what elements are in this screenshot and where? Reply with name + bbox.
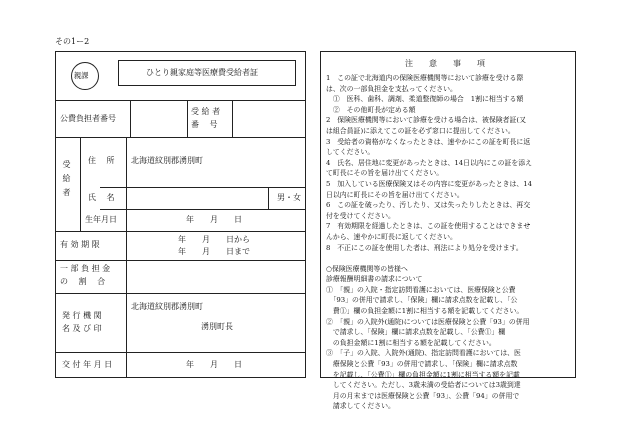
note-line: 4 氏名、居住地に変更があったときは、14日以内にこの証を添え	[326, 158, 533, 167]
copay-label-1: 一 部 負 担 金	[60, 264, 111, 273]
note-line: してください。ただし、3歳未満の受給者については3歳到達	[326, 381, 521, 390]
note-line: 「93」の併用で請求し、「保険」欄に請求点数を記載し、「公	[326, 296, 518, 305]
name-label: 氏 名	[88, 193, 115, 202]
note-line: んから、速やかに町長に返してください。	[326, 232, 457, 241]
note-line: 2 保険医療機関等において診療を受ける場合は、被保険者証(又	[326, 116, 527, 125]
recipient-label-1: 受 給 者	[191, 107, 221, 116]
certificate-title: ひとり親家庭等医療費受給者証	[146, 68, 258, 77]
note-line: は、次の一部負担金を支払ってください。	[326, 84, 457, 93]
note-line: 6 この証を破ったり、汚したり、又は失ったりしたときは、再交	[326, 201, 531, 210]
note-line: 療保険と公費「93」の併用で請求し、「保険」欄に請求点数	[326, 360, 518, 369]
note-line: 7 有効期限を経過したときは、この証を使用することはできませ	[326, 222, 531, 231]
address-label: 住 所	[88, 156, 115, 165]
note-line: を記載し、「公費①」欄の負担金額に1割に相当する額を記載	[326, 370, 520, 379]
note-line: 5 加入している医療保険又はその内容に変更があったときは、14	[326, 179, 533, 188]
note-line: 日以内に町長にその旨を届け出てください。	[326, 190, 464, 199]
note-line: 8 不正にこの証を使用した者は、刑法により処分を受けます。	[326, 243, 523, 252]
note-line: ○保険医療機関等の皆様へ	[326, 264, 408, 273]
issuer-value-2: 湧別町長	[201, 322, 233, 331]
notes-heading: 注 意 事 項	[405, 59, 485, 68]
notes-list	[326, 73, 532, 412]
seal-label: 親課	[74, 71, 89, 80]
note-line: て町長にその旨を届け出てください。	[326, 169, 444, 178]
note-line: の負担金額に1割に相当する額を記載してください。	[326, 338, 496, 347]
note-line: してください。	[326, 148, 375, 157]
form-number: その1ー2	[55, 37, 90, 46]
note-line: 費①」欄の負担金額に1割に相当する額を記載してください。	[326, 307, 524, 316]
issue-date-label: 交 付 年 月 日	[62, 360, 113, 369]
recipient-label-2: 番 号	[191, 120, 218, 129]
note-line: 月の月末までは医療保険と公費「93」、公費「94」の併用で	[326, 391, 520, 400]
note-line	[326, 253, 532, 264]
validity-to: 年 月 日まで	[178, 247, 250, 256]
recipient-vertical-label: 受給者	[62, 160, 71, 202]
issue-date-value: 年 月 日	[186, 360, 242, 369]
birth-date-value: 年 月 日	[186, 215, 242, 224]
validity-label: 有 効 期 限	[60, 240, 100, 249]
note-line: ① 医科、歯科、調剤、柔道整復師の場合 1割に相当する額	[326, 95, 524, 104]
validity-from: 年 月 日から	[178, 235, 250, 244]
note-line: ② その他町長が定める額	[326, 105, 416, 114]
note-line: 付を受けてください。	[326, 211, 395, 220]
note-line: ② 「親」の入院外(通院)については医療保険と公費「93」の併用	[326, 317, 530, 326]
note-line: ① 「親」の入院・指定訪問看護においては、医療保険と公費	[326, 285, 516, 294]
note-line: 3 受給者の資格がなくなったときは、速やかにこの証を町長に返	[326, 137, 531, 146]
issuer-label-2: 名 及 び 印	[62, 324, 102, 333]
gender-label: 男・女	[277, 193, 301, 202]
note-line: で請求し、「保険」欄に請求点数を記載し、「公費①」欄	[326, 328, 506, 337]
copay-label-2: の 割 合	[60, 277, 106, 286]
note-line: は組合員証)に添えてこの証を必ず窓口に提出してください。	[326, 126, 515, 135]
note-line: 1 この証で北海道内の保険医療機関等において診療を受ける際	[326, 74, 524, 82]
note-line: 請求してください。	[326, 402, 395, 411]
note-line: 診療報酬明細書の請求について	[326, 275, 423, 284]
address-value: 北海道紋別郡湧別町	[131, 156, 203, 165]
issuer-value-1: 北海道紋別郡湧別町	[131, 302, 203, 311]
birth-date-label: 生年月日	[85, 215, 117, 224]
issuer-label-1: 発 行 機 関	[62, 311, 102, 320]
payer-number-label: 公費負担者番号	[60, 114, 116, 123]
note-line: ③ 「子」の入院、入院外(通院)、指定訪問看護においては、医	[326, 349, 521, 358]
